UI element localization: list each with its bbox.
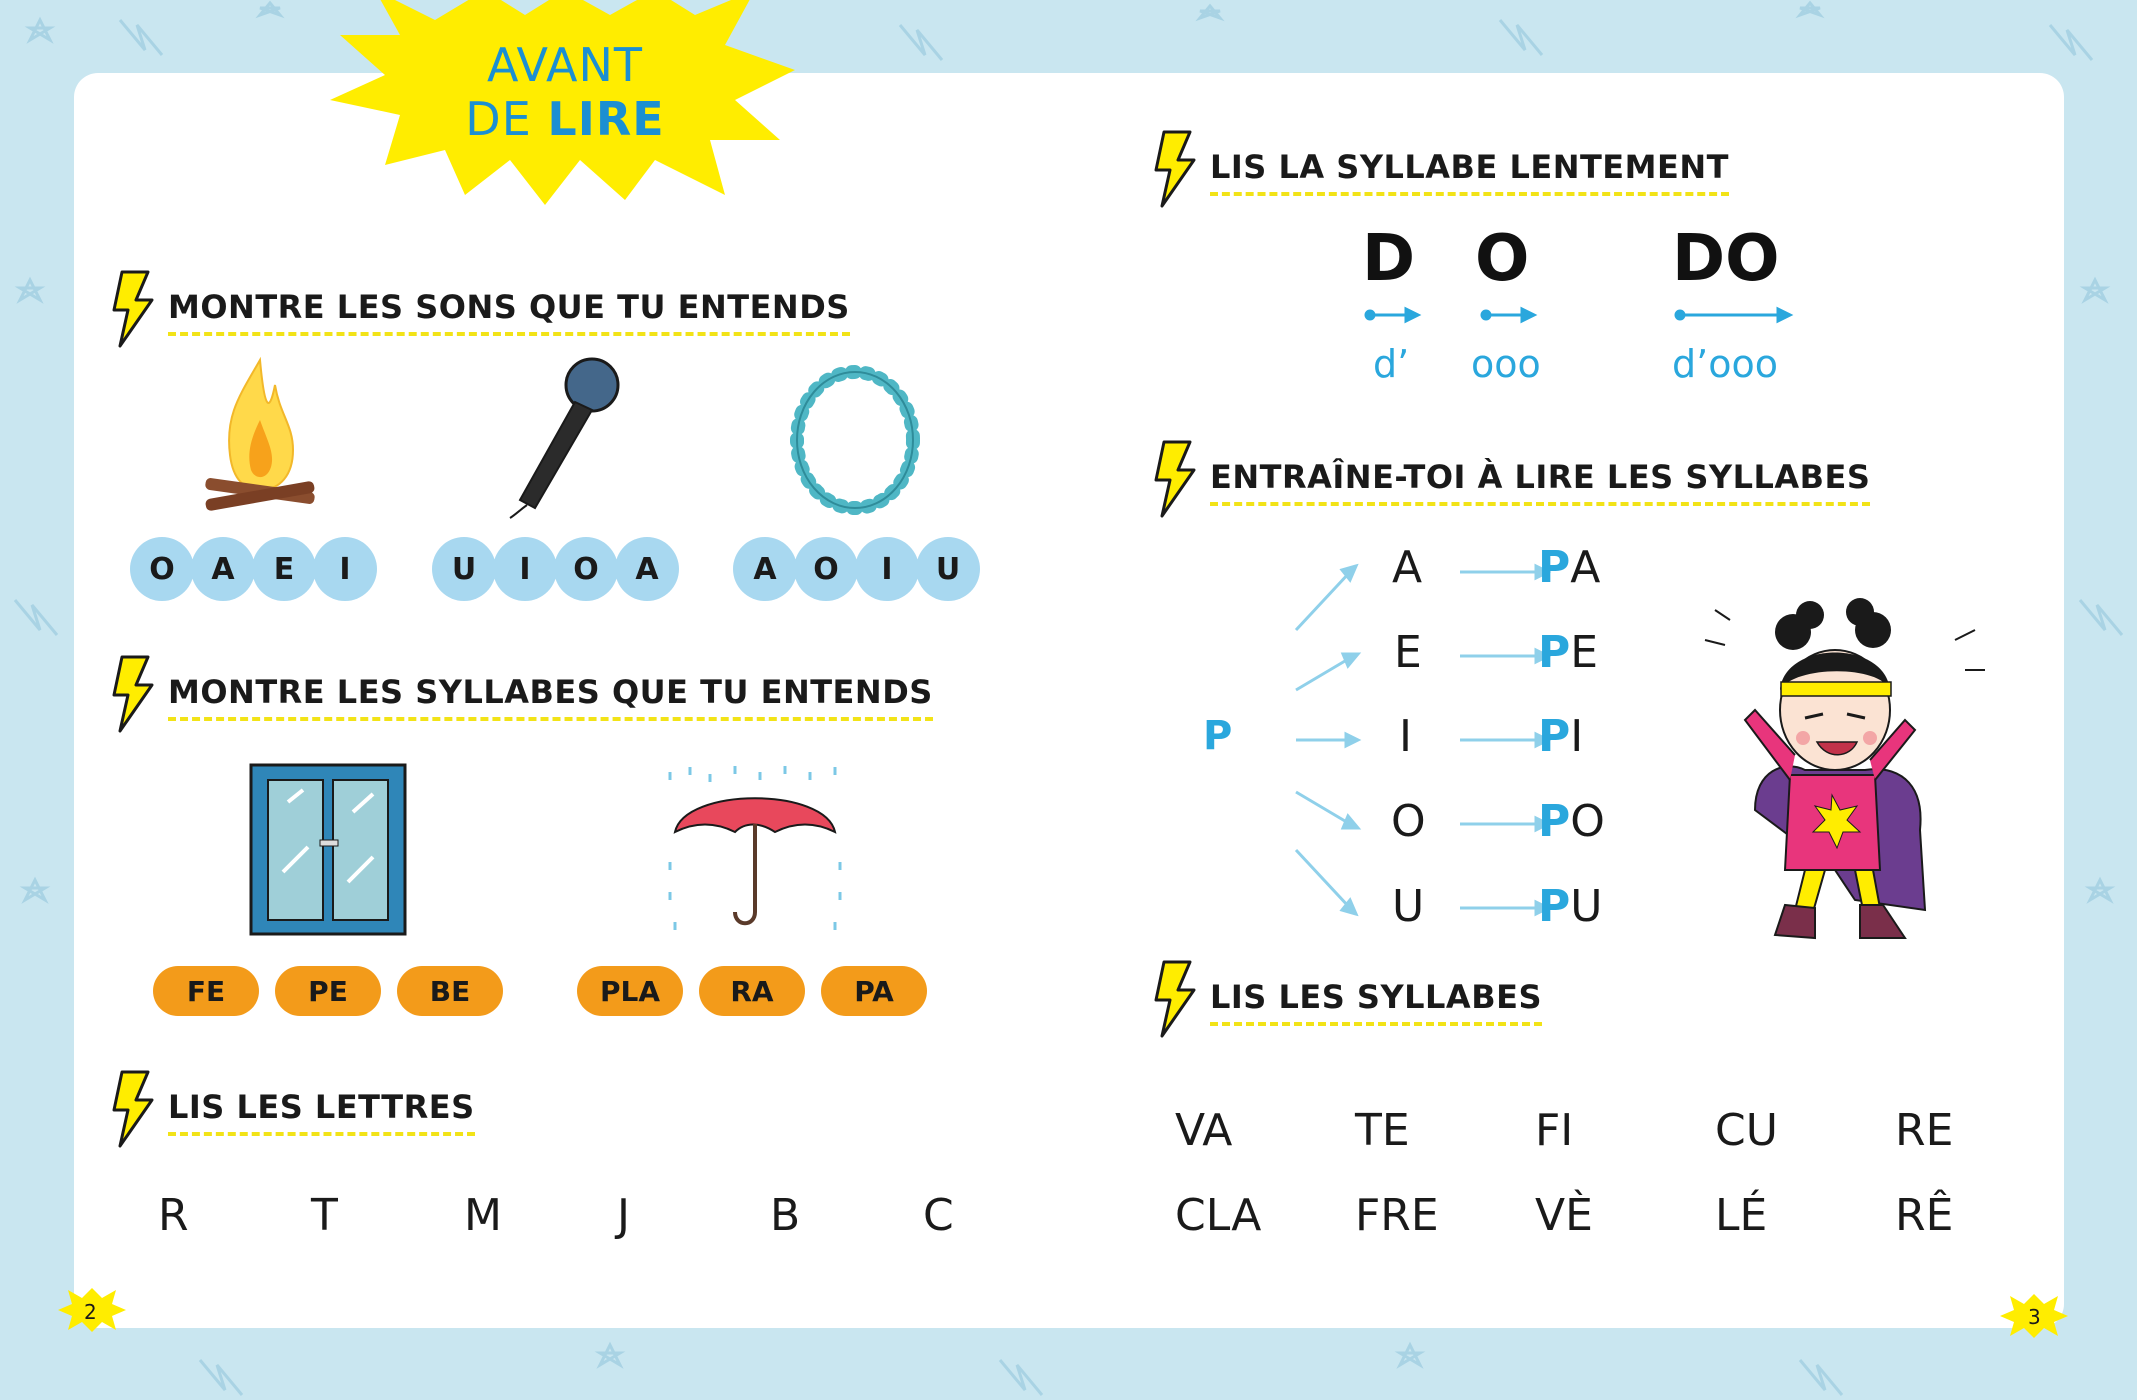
heading-entraine-label: ENTRAÎNE-TOI À LIRE LES SYLLABES: [1210, 440, 1870, 506]
syllable: FI: [1535, 1105, 1574, 1156]
heading-lis-syllabes: [1150, 960, 1542, 1038]
superhero-girl-illustration: [1695, 570, 1995, 950]
syllable-pe: PE: [1538, 627, 1599, 678]
vowel-circle[interactable]: I: [493, 537, 557, 601]
heading-lentement-label: LIS LA SYLLABE LENTEMENT: [1210, 130, 1729, 196]
vowel-circle[interactable]: A: [733, 537, 797, 601]
syllables-row-1: [1175, 1105, 2075, 1156]
heading-syllabes-entendus: [108, 655, 933, 733]
lightning-bolt-icon: [108, 655, 156, 733]
heading-entraine: [1150, 440, 1870, 518]
banner-title: [440, 38, 690, 146]
syllable-pill[interactable]: PLA: [577, 966, 683, 1016]
syllable: VÈ: [1535, 1190, 1593, 1241]
vowel-a: A: [1392, 542, 1423, 593]
syllable-pi: PI: [1538, 711, 1584, 762]
letters-row: [158, 1190, 1076, 1241]
letter: B: [770, 1190, 801, 1241]
syllable-pill[interactable]: PE: [275, 966, 381, 1016]
vowel-group-3: [733, 537, 977, 601]
heading-syllabes-entendus-label: MONTRE LES SYLLABES QUE TU ENTENDS: [168, 655, 933, 721]
vowel-o: O: [1391, 796, 1426, 847]
heading-lis-syllabes-label: LIS LES SYLLABES: [1210, 960, 1542, 1026]
syllable-pill[interactable]: FE: [153, 966, 259, 1016]
vowel-e: E: [1394, 627, 1422, 678]
page-number-left: 2: [84, 1300, 97, 1324]
syllable: RÊ: [1895, 1190, 1954, 1241]
fire-image: [195, 355, 325, 520]
vowel-group-2: [432, 537, 676, 601]
big-letter-o: O: [1475, 222, 1530, 296]
vowel-circle[interactable]: U: [916, 537, 980, 601]
lightning-bolt-icon: [108, 270, 156, 348]
syllable: CLA: [1175, 1190, 1262, 1241]
big-syllable-do: DO: [1672, 222, 1780, 296]
sound-d: d’: [1373, 342, 1410, 386]
sound-o: ooo: [1471, 342, 1541, 386]
vowel-circle[interactable]: O: [130, 537, 194, 601]
reading-arrows: [1360, 305, 1800, 325]
microphone-image: [500, 350, 630, 520]
heading-lettres: [108, 1070, 475, 1148]
vowel-u: U: [1392, 881, 1425, 932]
sound-do: d’ooo: [1672, 342, 1778, 386]
letter: R: [158, 1190, 189, 1241]
syllable: TE: [1355, 1105, 1410, 1156]
syllable-pill[interactable]: PA: [821, 966, 927, 1016]
lightning-bolt-icon: [108, 1070, 156, 1148]
banner-line1: AVANT: [486, 38, 644, 92]
vowel-circle[interactable]: U: [432, 537, 496, 601]
vowel-i: I: [1399, 711, 1412, 762]
syllable-pill[interactable]: BE: [397, 966, 503, 1016]
syllable-pill[interactable]: RA: [699, 966, 805, 1016]
heading-lentement: [1150, 130, 1729, 208]
syllable: VA: [1175, 1105, 1233, 1156]
syllable: FRE: [1355, 1190, 1439, 1241]
lightning-bolt-icon: [1150, 440, 1198, 518]
vowel-circle[interactable]: I: [855, 537, 919, 601]
heading-lettres-label: LIS LES LETTRES: [168, 1070, 475, 1136]
page-number-right: 3: [2028, 1305, 2041, 1329]
necklace-image: [780, 345, 930, 520]
letter: M: [464, 1190, 502, 1241]
banner-line2: DE LIRE: [465, 92, 665, 146]
lightning-bolt-icon: [1150, 960, 1198, 1038]
consonant-p: P: [1203, 713, 1233, 759]
syllable: LÉ: [1715, 1190, 1768, 1241]
syllable-group-1: [153, 966, 503, 1016]
syllable: RE: [1895, 1105, 1954, 1156]
vowel-circle[interactable]: A: [191, 537, 255, 601]
syllable-pu: PU: [1538, 881, 1603, 932]
lightning-bolt-icon: [1150, 130, 1198, 208]
umbrella-image: [665, 762, 845, 937]
vowel-circle[interactable]: A: [615, 537, 679, 601]
letter: T: [311, 1190, 338, 1241]
vowel-circle[interactable]: E: [252, 537, 316, 601]
syllable-po: PO: [1538, 796, 1605, 847]
vowel-circle[interactable]: O: [794, 537, 858, 601]
heading-sons-label: MONTRE LES SONS QUE TU ENTENDS: [168, 270, 850, 336]
vowel-group-1: [130, 537, 374, 601]
letter: C: [923, 1190, 954, 1241]
big-letter-d: D: [1362, 222, 1416, 296]
vowel-circle[interactable]: I: [313, 537, 377, 601]
syllable: CU: [1715, 1105, 1778, 1156]
vowel-circle[interactable]: O: [554, 537, 618, 601]
syllable-group-2: [577, 966, 927, 1016]
heading-sons: [108, 270, 850, 348]
syllables-row-2: [1175, 1190, 2075, 1241]
syllable-pa: PA: [1538, 542, 1601, 593]
letter: J: [617, 1190, 630, 1241]
window-image: [248, 762, 408, 937]
